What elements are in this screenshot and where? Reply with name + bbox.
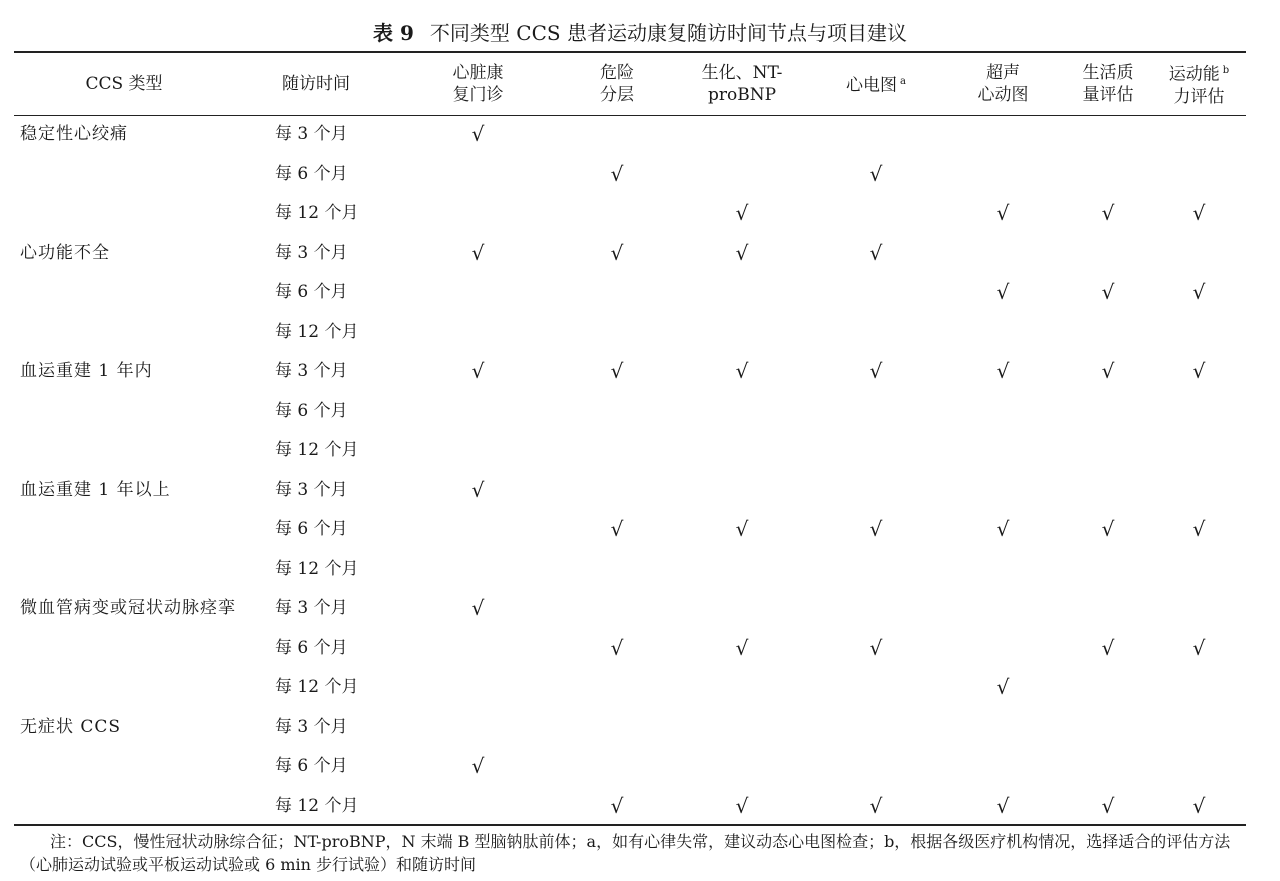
header-line: 复门诊	[452, 85, 504, 105]
followup-time-cell: 每 12 个月	[275, 203, 359, 223]
check-echo: √	[996, 793, 1010, 818]
header-risk-strat	[567, 58, 667, 110]
followup-time-cell: 每 3 个月	[275, 361, 348, 381]
followup-time-cell: 每 3 个月	[275, 479, 348, 500]
check-rehab-clinic: √	[471, 359, 485, 383]
followup-time-cell: 每 6 个月	[275, 400, 348, 421]
check-risk-strat: √	[610, 161, 624, 186]
check-biochem-ntprobnp: √	[735, 517, 749, 541]
check-risk-strat: √	[610, 635, 624, 660]
check-echo: √	[996, 201, 1010, 225]
check-rehab-clinic: √	[471, 122, 485, 146]
check-exercise: √	[1192, 201, 1206, 225]
check-rehab-clinic: √	[471, 754, 485, 778]
header-line: 超声	[986, 63, 1020, 83]
check-ecg: √	[869, 161, 883, 186]
table-title	[0, 20, 1280, 46]
table-note: 注：CCS，慢性冠状动脉综合征；NT-proBNP，N 末端 B 型脑钠肽前体；a，如有心律失常，建议动态心电图检查；b，根据各级医疗机构情况，选择适合的评估方法（心肺运动试验或平板运动试验或 6 min 步行试验）和随访时间	[20, 832, 1231, 874]
table-row	[14, 629, 1246, 669]
table-row	[14, 589, 1246, 629]
header-superscript: b	[1222, 65, 1230, 77]
header-line: 心脏康	[452, 63, 504, 83]
header-line: CCS 类型	[85, 74, 163, 94]
table-row	[14, 273, 1246, 313]
ccs-type-cell: 血运重建 1 年以上	[20, 479, 171, 500]
check-exercise: √	[1192, 517, 1206, 541]
check-qol: √	[1101, 635, 1115, 660]
header-line: proBNP	[707, 85, 777, 105]
header-qol-assessment	[1058, 58, 1158, 110]
followup-time-cell: 每 3 个月	[275, 716, 348, 737]
check-rehab-clinic: √	[471, 477, 485, 502]
followup-time-cell: 每 6 个月	[275, 163, 348, 184]
table-row	[14, 194, 1246, 234]
ccs-type-cell: 微血管病变或冠状动脉痉挛	[20, 598, 236, 618]
followup-time-cell: 每 12 个月	[275, 677, 359, 697]
check-qol: √	[1101, 201, 1115, 225]
header-echo	[953, 58, 1053, 110]
check-ecg: √	[869, 240, 883, 265]
table-row	[14, 708, 1246, 748]
check-ecg: √	[869, 635, 883, 660]
check-echo: √	[996, 517, 1010, 541]
table-row	[14, 352, 1246, 392]
header-line: 生活质	[1082, 63, 1134, 83]
check-exercise: √	[1192, 280, 1206, 304]
check-ecg: √	[869, 793, 883, 818]
table-row	[14, 747, 1246, 787]
table-row	[14, 471, 1246, 511]
table-title-text: 不同类型 CCS 患者运动康复随访时间节点与项目建议	[429, 21, 907, 45]
followup-time-cell: 每 12 个月	[275, 321, 359, 342]
table-row	[14, 431, 1246, 471]
check-risk-strat: √	[610, 793, 624, 818]
followup-time-cell: 每 6 个月	[275, 519, 348, 539]
header-exercise-assessment	[1149, 58, 1249, 110]
header-line: 心动图	[977, 85, 1029, 105]
check-exercise: √	[1192, 793, 1206, 818]
header-line: 运动能 $^b$	[1168, 64, 1230, 85]
followup-time-cell: 每 12 个月	[275, 440, 359, 460]
table-row	[14, 313, 1246, 353]
table-row	[14, 787, 1246, 827]
check-risk-strat: √	[610, 517, 624, 541]
check-biochem-ntprobnp: √	[735, 793, 749, 818]
followup-time-cell: 每 3 个月	[275, 242, 348, 263]
followup-time-cell: 每 12 个月	[275, 795, 359, 816]
header-line: 心电图 $^a$	[846, 75, 906, 96]
table-number: 表 9	[373, 21, 414, 45]
table-row	[14, 668, 1246, 708]
ccs-type-cell: 无症状 CCS	[20, 716, 122, 737]
header-biochem-ntprobnp	[682, 58, 802, 110]
table-row	[14, 234, 1246, 274]
table-row	[14, 392, 1246, 432]
header-ccs-type	[44, 58, 204, 110]
check-qol: √	[1101, 280, 1115, 304]
check-echo: √	[996, 675, 1010, 699]
header-line: 分层	[600, 85, 634, 105]
check-ecg: √	[869, 359, 883, 383]
check-qol: √	[1101, 793, 1115, 818]
check-risk-strat: √	[610, 240, 624, 265]
followup-time-cell: 每 3 个月	[275, 598, 348, 618]
check-biochem-ntprobnp: √	[735, 635, 749, 660]
top-rule	[14, 51, 1246, 53]
followup-time-cell: 每 6 个月	[275, 282, 348, 302]
check-biochem-ntprobnp: √	[735, 201, 749, 225]
followup-time-cell: 每 3 个月	[275, 124, 348, 144]
check-exercise: √	[1192, 359, 1206, 383]
check-qol: √	[1101, 359, 1115, 383]
check-echo: √	[996, 280, 1010, 304]
table-row	[14, 550, 1246, 590]
header-line: 危险	[600, 63, 634, 83]
check-rehab-clinic: √	[471, 596, 485, 620]
check-biochem-ntprobnp: √	[735, 359, 749, 383]
check-risk-strat: √	[610, 359, 624, 383]
table-row	[14, 510, 1246, 550]
check-ecg: √	[869, 517, 883, 541]
ccs-type-cell: 血运重建 1 年内	[20, 361, 153, 381]
header-rehab-clinic	[418, 58, 538, 110]
check-exercise: √	[1192, 635, 1206, 660]
header-line: 量评估	[1082, 85, 1134, 105]
followup-time-cell: 每 6 个月	[275, 756, 348, 776]
header-ecg	[826, 58, 926, 110]
followup-time-cell: 每 12 个月	[275, 558, 359, 579]
header-superscript: a	[900, 76, 906, 88]
ccs-type-cell: 心功能不全	[20, 242, 110, 263]
header-line: 生化、NT-	[701, 63, 783, 83]
header-line: 随访时间	[282, 74, 350, 94]
header-followup-time	[256, 58, 376, 110]
followup-time-cell: 每 6 个月	[275, 637, 348, 658]
check-biochem-ntprobnp: √	[735, 240, 749, 265]
header-line: 力评估	[1173, 86, 1225, 107]
check-qol: √	[1101, 517, 1115, 541]
table-row	[14, 155, 1246, 195]
table-row	[14, 115, 1246, 155]
ccs-type-cell: 稳定性心绞痛	[20, 124, 128, 144]
check-rehab-clinic: √	[471, 240, 485, 265]
check-echo: √	[996, 359, 1010, 383]
